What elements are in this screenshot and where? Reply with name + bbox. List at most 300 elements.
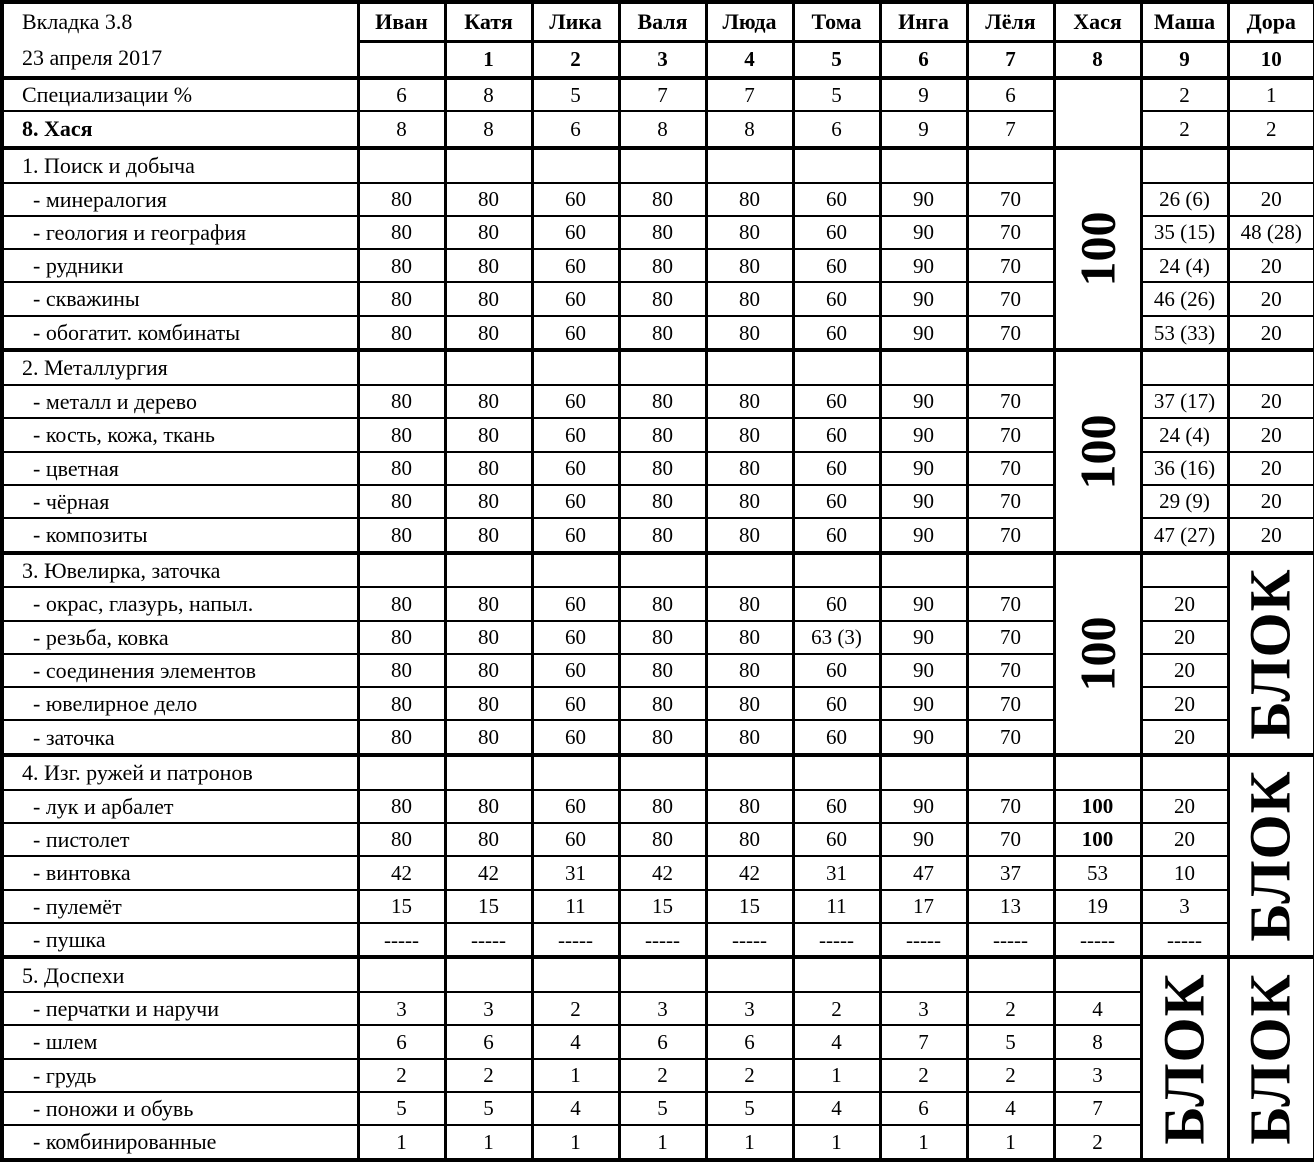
table-row <box>2 755 1314 790</box>
row-label: - рудники <box>2 249 358 282</box>
col-number: 4 <box>706 41 793 78</box>
value-cell: 42 <box>445 856 532 889</box>
row-label: - композиты <box>2 518 358 553</box>
table-row <box>2 1092 1314 1125</box>
value-cell: 20 <box>1141 790 1228 823</box>
value-cell: 80 <box>619 790 706 823</box>
value-cell: 70 <box>967 790 1054 823</box>
value-cell: 80 <box>358 452 445 485</box>
empty-cell <box>880 148 967 183</box>
empty-cell <box>880 755 967 790</box>
value-cell: 2 <box>358 1059 445 1092</box>
value-cell: 37 (17) <box>1141 385 1228 418</box>
value-cell: 90 <box>880 518 967 553</box>
value-cell: 47 <box>880 856 967 889</box>
value-cell: 6 <box>619 1025 706 1058</box>
value-cell: 1 <box>880 1125 967 1160</box>
value-cell: ----- <box>1054 923 1141 958</box>
empty-cell <box>1141 553 1228 588</box>
value-cell: 9 <box>880 111 967 148</box>
row-label: - поножи и обувь <box>2 1092 358 1125</box>
value-cell: 11 <box>793 890 880 923</box>
value-cell: 2 <box>793 992 880 1025</box>
value-cell: 15 <box>619 890 706 923</box>
value-cell: 4 <box>967 1092 1054 1125</box>
value-cell: 90 <box>880 621 967 654</box>
value-cell: 20 <box>1141 823 1228 856</box>
value-cell: 24 (4) <box>1141 418 1228 451</box>
table-row <box>2 2 1314 41</box>
value-cell: 80 <box>619 823 706 856</box>
value-cell: 8 <box>706 111 793 148</box>
empty-cell <box>1228 350 1314 385</box>
value-cell: 20 <box>1228 249 1314 282</box>
value-cell: 6 <box>532 111 619 148</box>
empty-cell <box>358 350 445 385</box>
value-cell: 70 <box>967 385 1054 418</box>
value-cell: 80 <box>445 621 532 654</box>
empty-cell <box>1054 755 1141 790</box>
value-cell: 70 <box>967 518 1054 553</box>
value-cell: 6 <box>445 1025 532 1058</box>
rotated-blok-cell <box>1228 553 1314 755</box>
value-cell: 15 <box>358 890 445 923</box>
col-number: 2 <box>532 41 619 78</box>
value-cell: 2 <box>706 1059 793 1092</box>
col-header: Люда <box>706 2 793 41</box>
value-cell: 80 <box>358 654 445 687</box>
col-number: 3 <box>619 41 706 78</box>
value-cell: 6 <box>358 78 445 111</box>
value-cell: 5 <box>619 1092 706 1125</box>
value-cell: 80 <box>358 823 445 856</box>
value-cell: 60 <box>793 518 880 553</box>
empty-cell <box>619 553 706 588</box>
empty-cell <box>1054 78 1141 148</box>
col-header: Валя <box>619 2 706 41</box>
value-cell: 80 <box>619 485 706 518</box>
value-cell: 90 <box>880 790 967 823</box>
value-cell: 70 <box>967 316 1054 351</box>
value-cell: 60 <box>532 823 619 856</box>
value-cell: 2 <box>532 992 619 1025</box>
value-cell: 24 (4) <box>1141 249 1228 282</box>
value-cell: 7 <box>1054 1092 1141 1125</box>
value-cell: 80 <box>619 282 706 315</box>
value-cell: 60 <box>793 282 880 315</box>
value-cell: 80 <box>445 485 532 518</box>
value-cell: 20 <box>1228 518 1314 553</box>
value-cell: 80 <box>619 687 706 720</box>
value-cell: 80 <box>445 654 532 687</box>
value-cell: 20 <box>1228 485 1314 518</box>
value-cell: 80 <box>358 720 445 755</box>
value-cell: 8 <box>358 111 445 148</box>
value-cell: 8 <box>1054 1025 1141 1058</box>
empty-cell <box>445 553 532 588</box>
value-cell: 60 <box>793 418 880 451</box>
rotated-100-cell <box>1054 148 1141 350</box>
row-label: - шлем <box>2 1025 358 1058</box>
empty-cell <box>358 553 445 588</box>
value-cell: 60 <box>793 790 880 823</box>
rotated-blok-cell <box>1141 957 1228 1160</box>
value-cell: 70 <box>967 282 1054 315</box>
value-cell: 80 <box>619 621 706 654</box>
value-cell: 20 <box>1141 720 1228 755</box>
table-row <box>2 553 1314 588</box>
value-cell: 2 <box>1054 1125 1141 1160</box>
value-cell: 20 <box>1228 385 1314 418</box>
rotated-100-text: 100 <box>1068 414 1125 490</box>
value-cell: 60 <box>793 183 880 216</box>
value-cell: 80 <box>706 720 793 755</box>
row-label: - заточка <box>2 720 358 755</box>
value-cell: ----- <box>793 923 880 958</box>
value-cell: 2 <box>619 1059 706 1092</box>
value-cell: 90 <box>880 823 967 856</box>
row-label: - скважины <box>2 282 358 315</box>
value-cell: 8 <box>445 111 532 148</box>
value-cell: 6 <box>358 1025 445 1058</box>
value-cell: 80 <box>619 216 706 249</box>
value-cell: 60 <box>532 518 619 553</box>
table-row <box>2 923 1314 958</box>
value-cell: 70 <box>967 687 1054 720</box>
value-cell: 48 (28) <box>1228 216 1314 249</box>
value-cell: 2 <box>967 1059 1054 1092</box>
value-cell: 60 <box>793 823 880 856</box>
row-label: 8. Хася <box>2 111 358 148</box>
value-cell: 60 <box>532 587 619 620</box>
value-cell: 80 <box>706 823 793 856</box>
empty-cell <box>1141 350 1228 385</box>
value-cell: 63 (3) <box>793 621 880 654</box>
value-cell: 90 <box>880 316 967 351</box>
value-cell: 80 <box>358 687 445 720</box>
value-cell: 13 <box>967 890 1054 923</box>
value-cell: 80 <box>445 720 532 755</box>
value-cell: ----- <box>1141 923 1228 958</box>
row-label: - перчатки и наручи <box>2 992 358 1025</box>
row-label: - резьба, ковка <box>2 621 358 654</box>
value-cell: 2 <box>880 1059 967 1092</box>
value-cell: 7 <box>619 78 706 111</box>
rotated-blok-cell <box>1228 957 1314 1160</box>
value-cell: 4 <box>1054 992 1141 1025</box>
empty-cell <box>967 957 1054 992</box>
value-cell: 3 <box>445 992 532 1025</box>
table-row <box>2 957 1314 992</box>
value-cell: 80 <box>706 452 793 485</box>
empty-cell <box>532 755 619 790</box>
table-row <box>2 148 1314 183</box>
rotated-100-cell <box>1054 350 1141 552</box>
table-row <box>2 1059 1314 1092</box>
value-cell: 20 <box>1228 452 1314 485</box>
value-cell: 70 <box>967 621 1054 654</box>
empty-cell <box>793 957 880 992</box>
value-cell: 80 <box>706 687 793 720</box>
rotated-100-text: 100 <box>1068 211 1125 287</box>
value-cell: 42 <box>706 856 793 889</box>
value-cell: 80 <box>445 282 532 315</box>
rotated-blok-text: БЛОК <box>1151 973 1217 1145</box>
value-cell: 42 <box>358 856 445 889</box>
value-cell: 60 <box>793 587 880 620</box>
value-cell: 70 <box>967 823 1054 856</box>
value-cell: 90 <box>880 587 967 620</box>
row-label: Специализации % <box>2 78 358 111</box>
value-cell: 90 <box>880 687 967 720</box>
value-cell: 70 <box>967 485 1054 518</box>
value-cell: 80 <box>706 183 793 216</box>
value-cell: 1 <box>532 1125 619 1160</box>
empty-cell <box>706 755 793 790</box>
value-cell: 60 <box>532 654 619 687</box>
value-cell: 80 <box>445 385 532 418</box>
value-cell: 5 <box>706 1092 793 1125</box>
value-cell: 80 <box>445 790 532 823</box>
value-cell: 90 <box>880 183 967 216</box>
value-cell: ----- <box>532 923 619 958</box>
value-cell: 3 <box>706 992 793 1025</box>
value-cell: 17 <box>880 890 967 923</box>
value-cell: 2 <box>1141 78 1228 111</box>
value-cell: 20 <box>1141 687 1228 720</box>
col-header: Тома <box>793 2 880 41</box>
value-cell: 35 (15) <box>1141 216 1228 249</box>
empty-cell <box>358 957 445 992</box>
value-cell: 60 <box>532 687 619 720</box>
value-cell: 60 <box>793 385 880 418</box>
value-cell: 20 <box>1141 654 1228 687</box>
value-cell: 60 <box>793 452 880 485</box>
value-cell: 8 <box>445 78 532 111</box>
row-label: - соединения элементов <box>2 654 358 687</box>
value-cell: 31 <box>532 856 619 889</box>
value-cell: 6 <box>967 78 1054 111</box>
value-cell: 1 <box>1228 78 1314 111</box>
empty-cell <box>967 148 1054 183</box>
value-cell: ----- <box>619 923 706 958</box>
value-cell: 80 <box>619 249 706 282</box>
value-cell: 60 <box>532 485 619 518</box>
col-number: 8 <box>1054 41 1141 78</box>
table-row <box>2 856 1314 889</box>
value-cell: 70 <box>967 452 1054 485</box>
row-label: - металл и дерево <box>2 385 358 418</box>
value-cell: 80 <box>619 720 706 755</box>
value-cell: 2 <box>1141 111 1228 148</box>
value-cell: 60 <box>532 418 619 451</box>
value-cell: 3 <box>619 992 706 1025</box>
value-cell: 1 <box>532 1059 619 1092</box>
empty-cell <box>706 350 793 385</box>
table-row <box>2 790 1314 823</box>
empty-cell <box>967 553 1054 588</box>
value-cell: 4 <box>793 1025 880 1058</box>
value-cell: 60 <box>532 385 619 418</box>
value-cell: 2 <box>445 1059 532 1092</box>
value-cell: ----- <box>880 923 967 958</box>
value-cell: 80 <box>619 452 706 485</box>
value-cell: 53 (33) <box>1141 316 1228 351</box>
value-cell: 80 <box>445 587 532 620</box>
col-number: 1 <box>445 41 532 78</box>
value-cell: 20 <box>1228 183 1314 216</box>
value-cell: 80 <box>445 518 532 553</box>
col-header: Хася <box>1054 2 1141 41</box>
empty-cell <box>706 553 793 588</box>
table-row <box>2 823 1314 856</box>
value-cell: 3 <box>1141 890 1228 923</box>
value-cell: 1 <box>793 1125 880 1160</box>
row-label: - пушка <box>2 923 358 958</box>
value-cell: 4 <box>532 1092 619 1125</box>
col-header: Лёля <box>967 2 1054 41</box>
value-cell: 80 <box>706 485 793 518</box>
value-cell: 60 <box>793 720 880 755</box>
rotated-blok-cell <box>1228 755 1314 957</box>
rotated-blok-text: БЛОК <box>1237 568 1303 740</box>
table-row <box>2 78 1314 111</box>
value-cell: 8 <box>619 111 706 148</box>
value-cell: 20 <box>1141 621 1228 654</box>
empty-cell <box>793 148 880 183</box>
row-label: - окрас, глазурь, напыл. <box>2 587 358 620</box>
row-label: - пистолет <box>2 823 358 856</box>
value-cell: 80 <box>358 418 445 451</box>
value-cell: 70 <box>967 216 1054 249</box>
value-cell: 70 <box>967 418 1054 451</box>
value-cell: 80 <box>358 249 445 282</box>
value-cell: 80 <box>619 183 706 216</box>
value-cell: 60 <box>793 485 880 518</box>
col-number: 9 <box>1141 41 1228 78</box>
col-number: 7 <box>967 41 1054 78</box>
value-cell: 80 <box>619 418 706 451</box>
col-number: 6 <box>880 41 967 78</box>
value-cell: 60 <box>532 216 619 249</box>
value-cell: 80 <box>445 216 532 249</box>
col-header: Дора <box>1228 2 1314 41</box>
value-cell: 60 <box>793 249 880 282</box>
value-cell: 60 <box>793 316 880 351</box>
row-label: - геология и география <box>2 216 358 249</box>
table-row <box>2 1125 1314 1160</box>
value-cell: 60 <box>532 282 619 315</box>
value-cell: 80 <box>619 385 706 418</box>
empty-cell <box>619 350 706 385</box>
value-cell: 90 <box>880 282 967 315</box>
section-title: 2. Металлургия <box>2 350 358 385</box>
empty-cell <box>445 350 532 385</box>
section-title: 4. Изг. ружей и патронов <box>2 755 358 790</box>
value-cell: 80 <box>445 452 532 485</box>
empty-cell <box>793 755 880 790</box>
value-cell: 90 <box>880 418 967 451</box>
value-cell: 90 <box>880 385 967 418</box>
value-cell: 4 <box>532 1025 619 1058</box>
value-cell: 80 <box>706 249 793 282</box>
value-cell: 6 <box>706 1025 793 1058</box>
value-cell: 90 <box>880 654 967 687</box>
value-cell: 60 <box>532 790 619 823</box>
value-cell: 80 <box>358 385 445 418</box>
value-cell: 36 (16) <box>1141 452 1228 485</box>
value-cell: 80 <box>706 518 793 553</box>
empty-cell <box>358 755 445 790</box>
value-cell: 80 <box>358 216 445 249</box>
empty-cell <box>706 148 793 183</box>
table-title <box>2 2 358 78</box>
empty-cell <box>619 755 706 790</box>
value-cell: 7 <box>967 111 1054 148</box>
empty-cell <box>445 755 532 790</box>
value-cell: 80 <box>706 587 793 620</box>
table-title-line2: 23 апреля 2017 <box>22 45 163 70</box>
value-cell: 3 <box>1054 1059 1141 1092</box>
value-cell: 80 <box>706 621 793 654</box>
value-cell: 46 (26) <box>1141 282 1228 315</box>
value-cell: ----- <box>967 923 1054 958</box>
row-label: - лук и арбалет <box>2 790 358 823</box>
value-cell: 5 <box>793 78 880 111</box>
value-cell: 60 <box>793 654 880 687</box>
value-cell: 80 <box>706 418 793 451</box>
value-cell: 60 <box>532 183 619 216</box>
value-cell: 26 (6) <box>1141 183 1228 216</box>
empty-cell <box>967 755 1054 790</box>
value-cell: 70 <box>967 720 1054 755</box>
row-label: - чёрная <box>2 485 358 518</box>
value-cell: 60 <box>793 216 880 249</box>
col-header: Катя <box>445 2 532 41</box>
rotated-100-text: 100 <box>1068 616 1125 692</box>
value-cell: 70 <box>967 249 1054 282</box>
value-cell: 19 <box>1054 890 1141 923</box>
value-cell: 37 <box>967 856 1054 889</box>
value-cell: 80 <box>445 183 532 216</box>
empty-cell <box>1141 755 1228 790</box>
value-cell: ----- <box>445 923 532 958</box>
col-number <box>358 41 445 78</box>
value-cell: 6 <box>793 111 880 148</box>
value-cell: 70 <box>967 587 1054 620</box>
value-cell: 29 (9) <box>1141 485 1228 518</box>
empty-cell <box>880 957 967 992</box>
value-cell: 4 <box>793 1092 880 1125</box>
empty-cell <box>1054 957 1141 992</box>
value-cell: 7 <box>880 1025 967 1058</box>
value-cell: 80 <box>706 316 793 351</box>
empty-cell <box>1141 148 1228 183</box>
empty-cell <box>793 553 880 588</box>
value-cell: 80 <box>358 621 445 654</box>
value-cell: 60 <box>532 249 619 282</box>
value-cell: 47 (27) <box>1141 518 1228 553</box>
value-cell: 80 <box>619 654 706 687</box>
value-cell: 80 <box>358 587 445 620</box>
table-row <box>2 992 1314 1025</box>
value-cell: 7 <box>706 78 793 111</box>
rotated-blok-text: БЛОК <box>1237 770 1303 942</box>
value-cell: 90 <box>880 452 967 485</box>
empty-cell <box>619 148 706 183</box>
value-cell: 1 <box>706 1125 793 1160</box>
table-row <box>2 1025 1314 1058</box>
